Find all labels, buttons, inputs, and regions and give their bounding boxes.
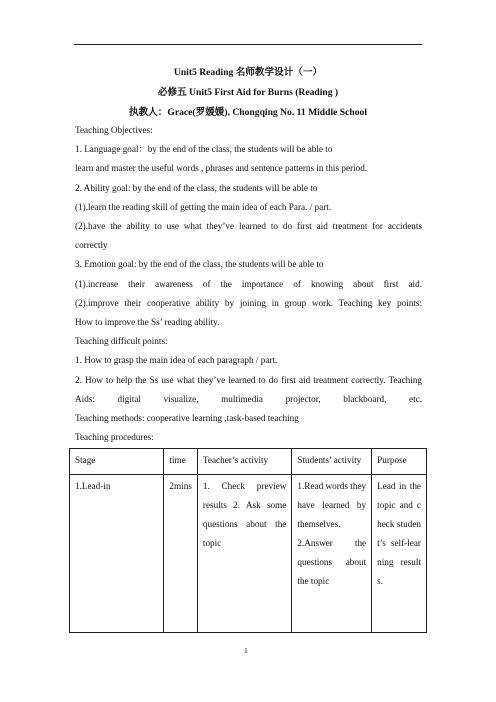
- table-header-row: [70, 449, 427, 475]
- language-goal-detail: learn and master the useful words , phrases and sentence patterns in this period.: [75, 163, 368, 174]
- ability-goal-2: (2).have the ability to use what they’ve learned to do first aid treatment for accidents: [75, 221, 422, 232]
- header-time: time: [164, 449, 197, 475]
- header-teacher-activity: Teacher’s activity: [197, 449, 292, 475]
- difficult-point-1: 1. How to grasp the main idea of each paragraph / part.: [75, 355, 278, 366]
- difficult-point-2: [75, 371, 422, 409]
- lesson-author: 执教人：Grace(罗媛媛), Chongqing No. 11 Middle School: [129, 107, 367, 118]
- page-number: 1: [244, 646, 248, 655]
- cell-students-activity: 1.Read words they have learned by themselves. 2.Answer the questions about the topic: [292, 475, 372, 633]
- ability-goal: 2. Ability goal: by the end of the class, the students will be able to: [75, 182, 318, 193]
- objectives-heading: Teaching Objectives:: [75, 125, 153, 135]
- teaching-methods: Teaching methods: cooperative learning ,task-based teaching: [75, 413, 299, 424]
- procedures-table: [69, 448, 427, 633]
- cell-stage: 1.Lead-in: [70, 475, 164, 633]
- difficult-heading: Teaching difficult points:: [75, 336, 168, 347]
- emotion-goal-2: (2).improve their cooperative ability by joining in group work. Teaching key points:: [75, 297, 422, 308]
- cell-teacher-activity: 1. Check preview results 2. Ask some questions about the topic: [197, 475, 292, 633]
- ability-goal-1: (1).learn the reading skill of getting the main idea of each Para. / part.: [75, 201, 332, 212]
- header-stage: Stage: [70, 449, 164, 475]
- language-goal: 1. Language goal：by the end of the class, the students will be able to: [75, 144, 333, 155]
- header-rule: [74, 44, 422, 45]
- lesson-subtitle: 必修五 Unit5 First Aid for Burns (Reading ): [157, 87, 339, 98]
- key-points: How to improve the Ss’ reading ability.: [75, 317, 220, 328]
- header-students-activity: Students’ activity: [292, 449, 372, 475]
- teaching-procedures: Teaching procedures:: [75, 432, 154, 443]
- header-purpose: Purpose: [372, 449, 427, 475]
- emotion-goal-1: (1).increase their awareness of the importance of knowing about first aid.: [75, 278, 422, 289]
- ability-goal-2-cont: correctly: [75, 240, 108, 251]
- lesson-title: Unit5 Reading 名师教学设计（一）: [173, 67, 323, 78]
- emotion-goal: 3. Emotion goal: by the end of the class, the students will be able to: [75, 259, 324, 270]
- document-body: [75, 121, 422, 447]
- difficult-point-2-text: 2. How to help the Ss use what they’ve learned to do first aid treatment correctly.: [75, 374, 386, 385]
- table-row: [70, 475, 427, 633]
- teaching-aids: Teaching Aids: digital visualize, multimedia projector, blackboard, etc.: [75, 374, 422, 404]
- cell-purpose: Lead in the topic and check student’s self-learning results.: [372, 475, 427, 633]
- cell-time: 2mins: [164, 475, 197, 633]
